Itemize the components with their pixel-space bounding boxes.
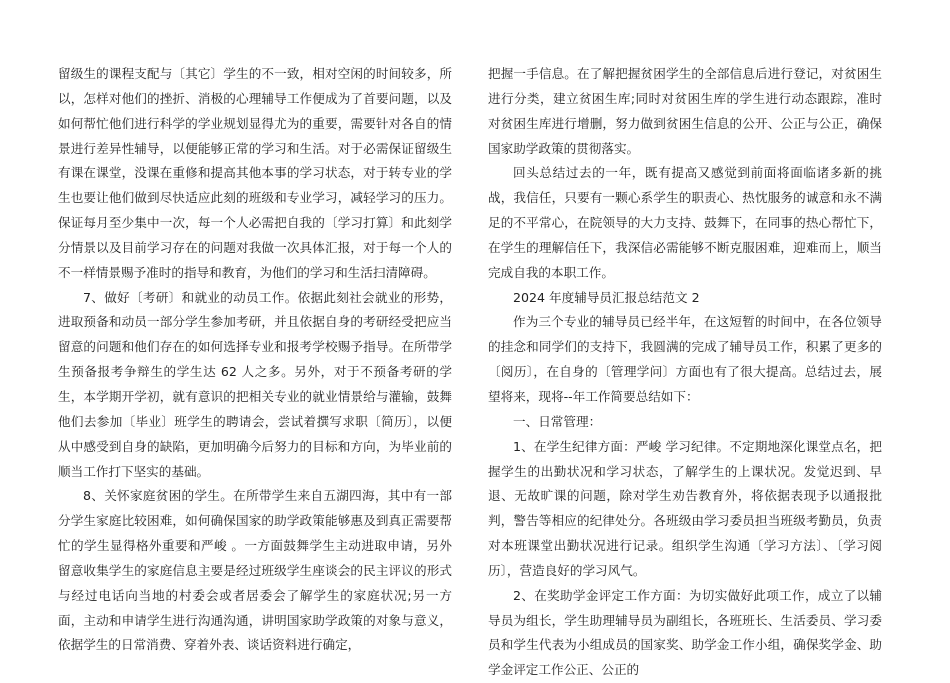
paragraph-intro-half-year: 作为三个专业的辅导员已经半年，在这短暂的时间中，在各位领导的挂念和同学们的支持下，我圆满的完成了辅导员工作，积累了更多的〔阅历〕，在自身的〔管理学问〕方面也有了很大提高。总结过去，展望将来，现将--年工作简要总结如下： — [488, 314, 882, 404]
subheading-daily-management: 一、日常管理： — [513, 413, 602, 429]
paragraph-poor-students: 8、关怀家庭贫困的学生。在所带学生来自五湖四海，其中有一部分学生家庭比较困难，如何确保国家的助学政策能够惠及到真正需要帮忙的学生显得格外重要和严峻 。一方面鼓舞学生主动进取申请，另外留意收集学生的家庭信息主要是经过班级学生座谈会的民主评议的形式与经过电话向当地的村委会或者居委会了解学生的家庭状况;另一方面，主动和申请学生进行沟通沟通，讲明国家助学政策的对象与意义，依据学生的日常消费、穿着外表、谈话资料进行确定， — [58, 488, 452, 653]
right-column — [488, 62, 882, 683]
section-heading-sample-2: 2024 年度辅导员汇报总结范文 2 — [513, 289, 700, 305]
paragraph-postgrad-employment: 7、做好〔考研〕和就业的动员工作。依据此刻社会就业的形势，进取预备和动员一部分学生参加考研，并且依据自身的考研经受把应当留意的问题和他们存在的如何选择专业和报考学校赐予指导。在所带学生预备报考争辩生的学生达 62 人之多。另外，对于不预备考研的学生，本学期开学初，就有意识的把相关专业的就业情景给与灌输，鼓舞他们去参加〔毕业〕班学生的聘请会，尝试着撰写求职〔简历〕，以便从中感受到自身的缺陷，更加明确今后努力的目标和方向，为毕业前的顺当工作打下坚实的基础。 — [58, 289, 452, 479]
paragraph-scholarship: 2、在奖助学金评定工作方面：为切实做好此项工作，成立了以辅导员为组长，学生助理辅导员为副组长，各班班长、生活委员、学习委员和学生代表为小组成员的国家奖、助学金工作小组，确保奖学金、助学金评定工作公正、公正的 — [488, 587, 882, 678]
paragraph-review-past-year: 回头总结过去的一年，既有提高又感觉到前面将面临诸多新的挑战，我信任，只要有一颗心系学生的职责心、热忱服务的诚意和永不满足的不平常心，在院领导的大力支持、鼓舞下，在同事的热心帮忙下，在学生的理解信任下，我深信必需能够不断克服困难，迎难而上，顺当完成自我的本职工作。 — [488, 165, 882, 280]
paragraph-first-hand-info: 把握一手信息。在了解把握贫困学生的全部信息后进行登记，对贫困生进行分类，建立贫困生库;同时对贫困生库的学生进行动态跟踪，准时对贫困生库进行增删，努力做到贫困生信息的公开、公正与公正，确保国家助学政策的贯彻落实。 — [488, 66, 882, 156]
left-column — [58, 62, 452, 658]
paragraph-retained-students: 留级生的课程支配与〔其它〕学生的不一致，相对空闲的时间较多，所以，怎样对他们的挫折、消极的心理辅导工作便成为了首要问题，以及如何帮忙他们进行科学的学业规划显得尤为的重要，需要针对各自的情景进行差异性辅导，以便能够正常的学习和生活。对于必需保证留级生有课在课堂，没课在重修和提高其他本事的学习状态，对于转专业的学生也要让他们做到尽快适应此刻的班级和专业学习，减轻学习的压力。保证每月至少集中一次，每一个人必需把自我的〔学习打算〕和此刻学分情景以及目前学习存在的问题对我做一次具体汇报，对于每一个人的不一样情景赐予准时的指导和教育，为他们的学习和生活扫清障碍。 — [58, 66, 452, 280]
paragraph-discipline: 1、在学生纪律方面：严峻 学习纪律。不定期地深化课堂点名，把握学生的出勤状况和学习状态，了解学生的上课状况。发觉迟到、早退、无故旷课的问题，除对学生劝告教育外，将依据表现予以通报批判，警告等相应的纪律处分。各班级由学习委员担当班级考勤员，负责对本班课堂出勤状况进行记录。组织学生沟通〔学习方法〕、〔学习阅历〕，营造良好的学习风气。 — [488, 438, 882, 578]
